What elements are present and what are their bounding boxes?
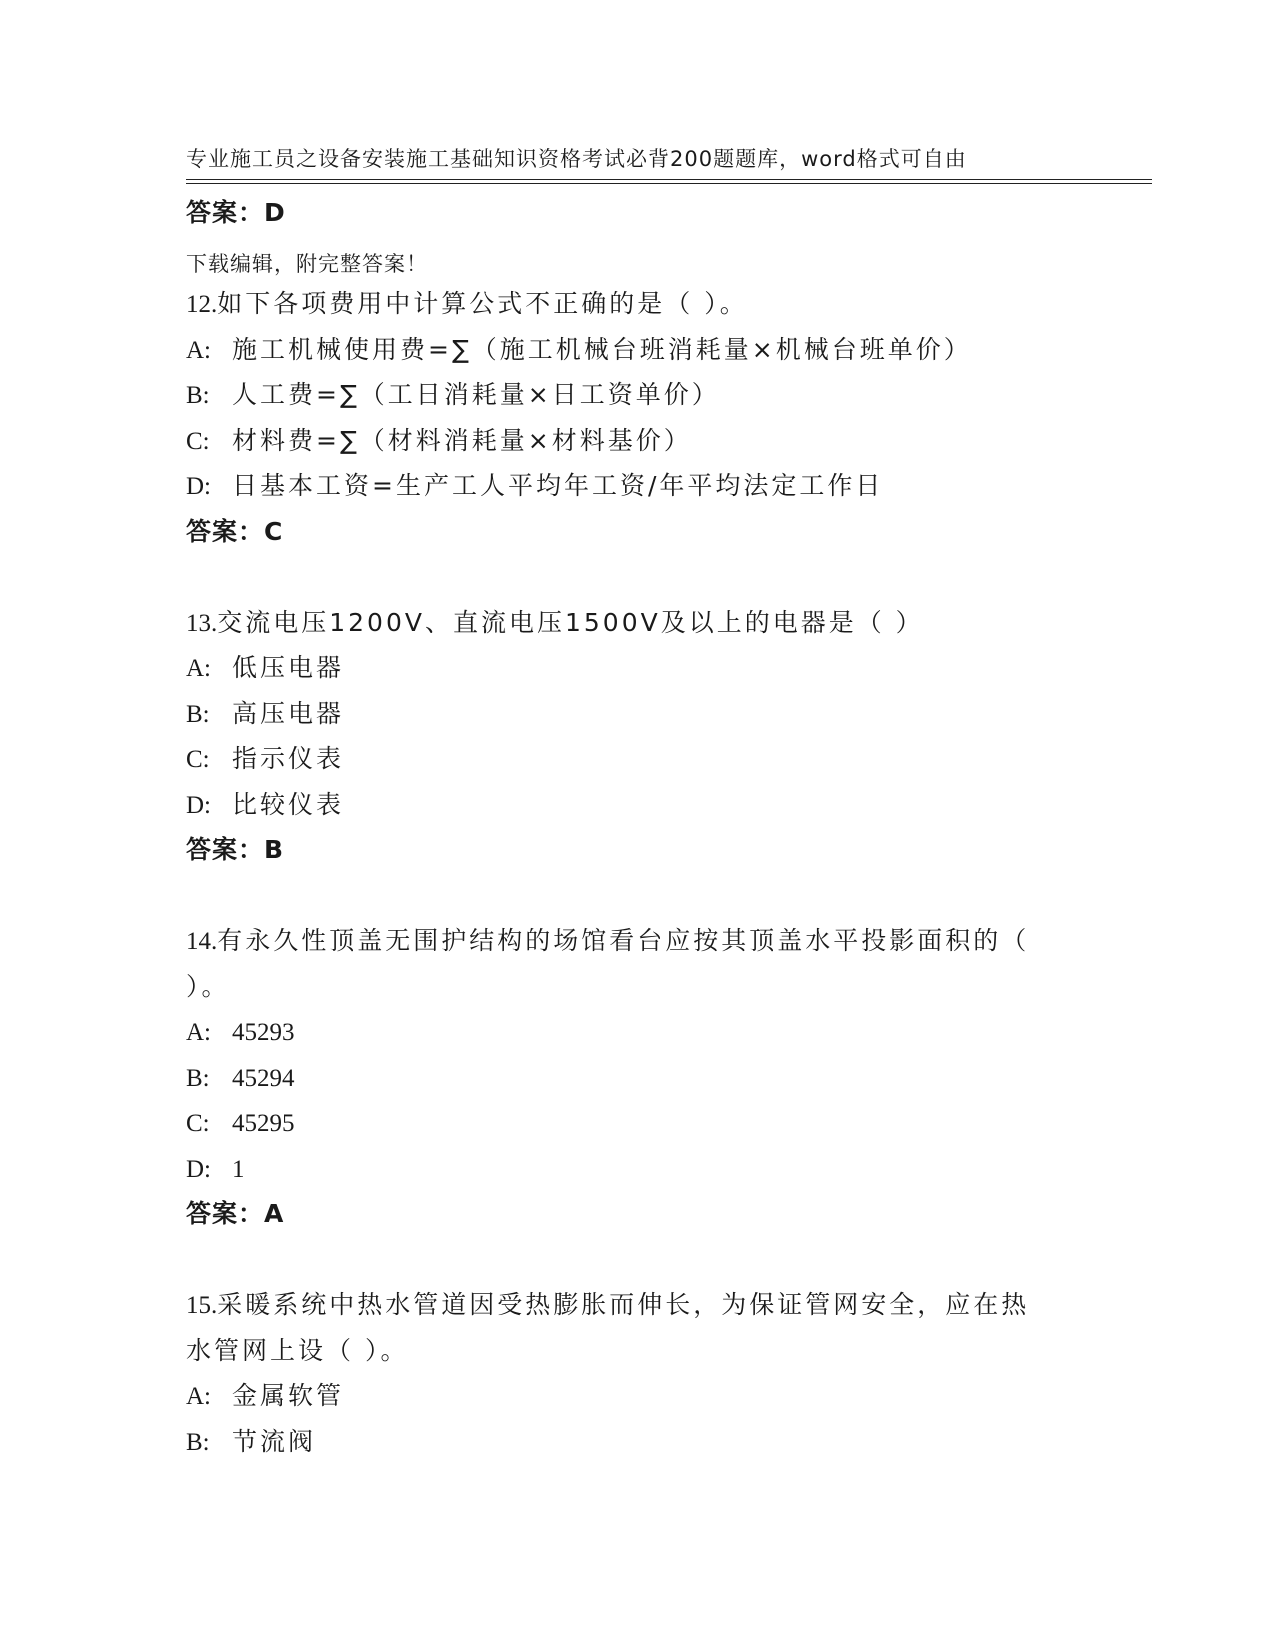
option-a [186, 1009, 1086, 1055]
header-line-2: 下载编辑，附完整答案！ [186, 252, 428, 276]
header-divider-top [186, 179, 1152, 180]
spacer [186, 873, 1086, 919]
answer: 答案：B [186, 835, 285, 864]
option-letter: C: [186, 1110, 210, 1137]
option-text: 材料费=∑（材料消耗量×材料基价） [232, 425, 692, 455]
option-letter: A: [186, 336, 211, 364]
question-text-continued: ）。 [186, 971, 230, 1001]
question-stem: 有永久性顶盖无围护结构的场馆看台应按其顶盖水平投影面积的（ [217, 926, 1030, 955]
option-letter: A: [186, 1383, 211, 1410]
option-a [186, 1373, 1086, 1419]
question-stem: 如下各项费用中计算公式不正确的是（ ）。 [217, 289, 748, 318]
option-text: 人工费=∑（工日消耗量×日工资单价） [232, 380, 720, 409]
option-letter: D: [186, 473, 211, 500]
answer: 答案：C [186, 516, 284, 546]
question-list [186, 190, 1086, 1464]
option-text: 低压电器 [232, 653, 345, 682]
option-text: 高压电器 [232, 698, 345, 728]
option-letter: C: [186, 427, 210, 455]
question-text [186, 600, 1086, 646]
question-15 [186, 1282, 1086, 1464]
question-text-continued: 水管网上设（ ）。 [186, 1335, 409, 1365]
question-14 [186, 918, 1086, 1237]
option-b [186, 372, 1086, 418]
spacer [186, 1237, 1086, 1283]
question-number: 15. [186, 1292, 218, 1319]
option-text: 1 [232, 1155, 245, 1183]
option-d [186, 463, 1086, 509]
previous-answer: 答案：D [186, 198, 286, 227]
question-text [186, 281, 1086, 327]
question-text [186, 1282, 1086, 1328]
option-c [186, 418, 1086, 464]
question-stem: 交流电压1200V、直流电压1500V及以上的电器是（ ） [217, 607, 924, 637]
question-12 [186, 281, 1086, 554]
question-13 [186, 600, 1086, 873]
option-text: 45295 [232, 1110, 295, 1137]
option-letter: C: [186, 746, 210, 773]
option-letter: B: [186, 1428, 210, 1456]
option-text: 比较仪表 [232, 789, 345, 819]
option-text: 日基本工资=生产工人平均年工资/年平均法定工作日 [232, 471, 884, 500]
header-line-1: 专业施工员之设备安装施工基础知识资格考试必背200题题库，word格式可自由 [186, 147, 967, 171]
option-letter: A: [186, 655, 211, 682]
option-d [186, 1146, 1086, 1192]
spacer [186, 236, 1086, 282]
option-letter: B: [186, 1064, 210, 1092]
option-text: 45294 [232, 1064, 295, 1092]
option-text: 指示仪表 [232, 744, 345, 773]
option-letter: D: [186, 1155, 211, 1183]
question-text [186, 918, 1086, 964]
option-text: 施工机械使用费=∑（施工机械台班消耗量×机械台班单价） [232, 334, 972, 364]
question-stem: 采暖系统中热水管道因受热膨胀而伸长，为保证管网安全，应在热 [217, 1290, 1030, 1319]
question-number: 14. [186, 928, 218, 955]
question-number: 12. [186, 291, 218, 318]
answer: 答案：A [186, 1199, 285, 1228]
spacer [186, 554, 1086, 600]
option-letter: D: [186, 791, 211, 819]
option-b [186, 1055, 1086, 1101]
option-c [186, 1100, 1086, 1146]
option-text: 45293 [232, 1019, 295, 1046]
option-c [186, 736, 1086, 782]
option-a [186, 645, 1086, 691]
option-b [186, 691, 1086, 737]
option-text: 节流阀 [232, 1426, 317, 1456]
option-letter: B: [186, 382, 210, 409]
option-b [186, 1419, 1086, 1465]
option-d [186, 782, 1086, 828]
option-a [186, 327, 1086, 373]
question-number: 13. [186, 609, 218, 637]
option-letter: A: [186, 1019, 211, 1046]
header-divider-bottom [186, 183, 1152, 184]
option-letter: B: [186, 700, 210, 728]
option-text: 金属软管 [232, 1381, 345, 1410]
